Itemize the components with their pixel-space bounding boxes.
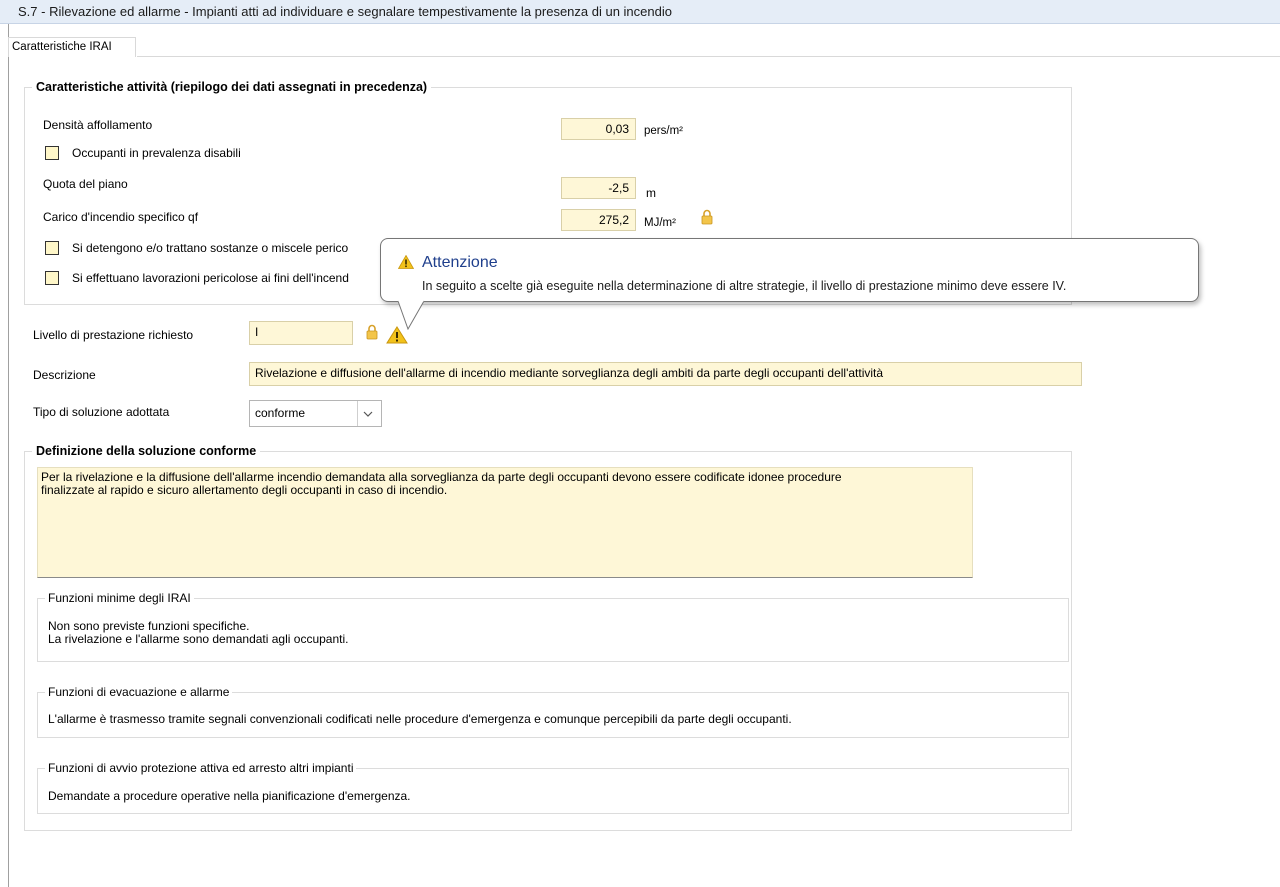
sostanze-label: Si detengono e/o trattano sostanze o miscele perico	[72, 241, 349, 255]
warning-tooltip	[380, 238, 1199, 302]
definizione-group-title: Definizione della soluzione conforme	[32, 444, 260, 458]
funzioni-evacuazione-text: L'allarme è trasmesso tramite segnali convenzionali codificati nelle procedure d'emergenza e comunque percepibili da parte degli occupanti.	[48, 712, 792, 726]
lock-icon	[366, 324, 378, 340]
livello-label: Livello di prestazione richiesto	[33, 328, 194, 342]
tabstrip-divider	[137, 56, 1280, 57]
tipo-soluzione-select[interactable]	[249, 400, 382, 427]
carico-label: Carico d'incendio specifico qf	[43, 210, 199, 224]
lavorazioni-label: Si effettuano lavorazioni pericolose ai fini dell'incend	[72, 271, 349, 285]
tooltip-text: In seguito a scelte già eseguite nella determinazione di altre strategie, il livello di prestazione minimo deve essere IV.	[422, 279, 1067, 293]
occupanti-disabili-checkbox[interactable]	[45, 146, 59, 160]
window-title: S.7 - Rilevazione ed allarme - Impianti atti ad individuare e segnalare tempestivamente la presenza di un incendio	[0, 0, 1280, 24]
quota-unit: m	[646, 186, 656, 200]
caratteristiche-group-title: Caratteristiche attività (riepilogo dei dati assegnati in precedenza)	[32, 80, 431, 94]
chevron-down-icon[interactable]	[362, 410, 374, 418]
sostanze-checkbox[interactable]	[45, 241, 59, 255]
carico-field[interactable]: 275,2	[561, 209, 636, 231]
descrizione-label: Descrizione	[33, 368, 96, 382]
funzioni-minime-title: Funzioni minime degli IRAI	[45, 591, 194, 605]
densita-field[interactable]: 0,03	[561, 118, 636, 140]
carico-unit: MJ/m²	[644, 217, 676, 229]
select-divider	[357, 401, 358, 426]
tooltip-pointer	[394, 300, 430, 330]
tipo-soluzione-label: Tipo di soluzione adottata	[33, 405, 170, 419]
tab-caratteristiche-irai[interactable]: Caratteristiche IRAI	[8, 37, 136, 57]
funzioni-minime-line1: Non sono previste funzioni specifiche.	[48, 619, 250, 633]
funzioni-minime-line2: La rivelazione e l'allarme sono demandati agli occupanti.	[48, 632, 349, 646]
lock-icon	[701, 209, 713, 225]
lavorazioni-checkbox[interactable]	[45, 271, 59, 285]
quota-label: Quota del piano	[43, 177, 128, 191]
quota-field[interactable]: -2,5	[561, 177, 636, 199]
densita-unit: pers/m²	[644, 125, 683, 137]
left-border	[8, 24, 9, 887]
funzioni-evacuazione-title: Funzioni di evacuazione e allarme	[45, 685, 232, 699]
funzioni-avvio-title: Funzioni di avvio protezione attiva ed arresto altri impianti	[45, 761, 356, 775]
livello-field[interactable]: I	[249, 321, 353, 345]
densita-label: Densità affollamento	[43, 118, 153, 132]
descrizione-field[interactable]: Rivelazione e diffusione dell'allarme di incendio mediante sorveglianza degli ambiti da parte degli occupanti dell'attività	[249, 362, 1082, 386]
definizione-textarea[interactable]: Per la rivelazione e la diffusione dell'allarme incendio demandata alla sorveglianza da parte degli occupanti devono essere codificate idonee procedure finalizzate al rapido e sicuro allertamento degli occupanti in caso di incendio.	[37, 467, 973, 578]
warning-icon	[398, 255, 414, 269]
tipo-soluzione-value: conforme	[255, 406, 306, 420]
occupanti-disabili-label: Occupanti in prevalenza disabili	[72, 146, 241, 160]
funzioni-avvio-text: Demandate a procedure operative nella pianificazione d'emergenza.	[48, 789, 411, 803]
tooltip-title: Attenzione	[422, 254, 498, 271]
